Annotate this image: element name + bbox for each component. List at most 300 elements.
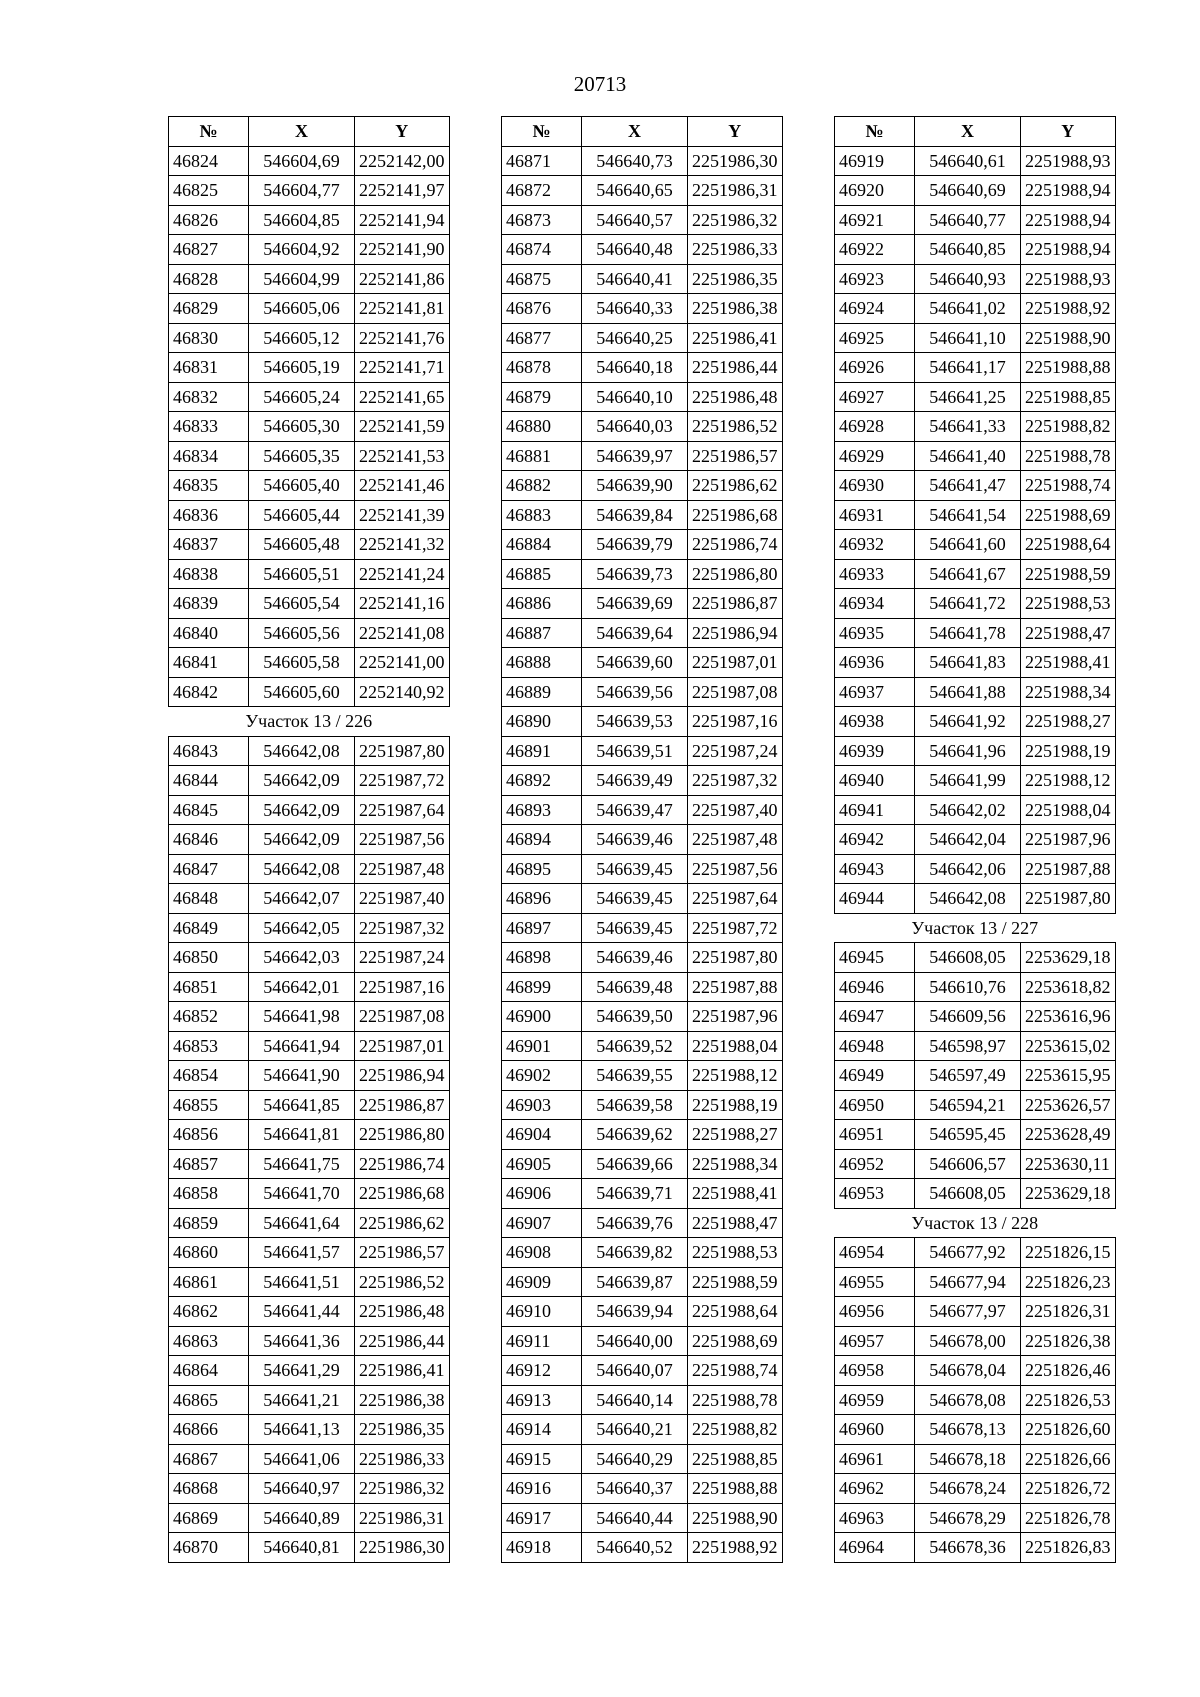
y-coordinate-cell: 2252141,32 (355, 530, 450, 560)
table-row (502, 795, 783, 825)
point-number-cell: 46906 (502, 1179, 582, 1209)
y-coordinate-cell: 2251987,48 (688, 825, 783, 855)
table-row (502, 1208, 783, 1238)
table-row (502, 1267, 783, 1297)
y-coordinate-cell: 2251986,68 (688, 500, 783, 530)
point-number-cell: 46871 (502, 146, 582, 176)
x-coordinate-cell: 546641,21 (249, 1385, 355, 1415)
point-number-cell: 46908 (502, 1238, 582, 1268)
table-row (502, 176, 783, 206)
x-coordinate-cell: 546641,44 (249, 1297, 355, 1327)
x-coordinate-cell: 546639,90 (582, 471, 688, 501)
y-coordinate-cell: 2251986,41 (688, 323, 783, 353)
y-coordinate-cell: 2251988,94 (1021, 235, 1116, 265)
point-number-cell: 46843 (169, 736, 249, 766)
table-row (169, 1061, 450, 1091)
point-number-cell: 46831 (169, 353, 249, 383)
point-number-cell: 46890 (502, 707, 582, 737)
point-number-cell: 46931 (835, 500, 915, 530)
y-coordinate-cell: 2251988,78 (688, 1385, 783, 1415)
table-row (169, 1238, 450, 1268)
point-number-cell: 46946 (835, 972, 915, 1002)
y-coordinate-cell: 2251988,19 (1021, 736, 1116, 766)
y-coordinate-cell: 2251986,33 (688, 235, 783, 265)
point-number-cell: 46857 (169, 1149, 249, 1179)
x-coordinate-cell: 546640,14 (582, 1385, 688, 1415)
table-row (169, 677, 450, 707)
y-coordinate-cell: 2251987,96 (688, 1002, 783, 1032)
x-coordinate-cell: 546640,25 (582, 323, 688, 353)
point-number-cell: 46961 (835, 1444, 915, 1474)
point-number-cell: 46945 (835, 943, 915, 973)
table-row (502, 884, 783, 914)
y-coordinate-cell: 2251988,53 (1021, 589, 1116, 619)
table-row (835, 1002, 1116, 1032)
point-number-cell: 46873 (502, 205, 582, 235)
y-coordinate-cell: 2251988,78 (1021, 441, 1116, 471)
point-number-cell: 46881 (502, 441, 582, 471)
coordinates-table-3 (834, 116, 1116, 1563)
table-row (835, 1179, 1116, 1209)
y-coordinate-cell: 2251826,23 (1021, 1267, 1116, 1297)
point-number-cell: 46827 (169, 235, 249, 265)
table-row (835, 677, 1116, 707)
x-coordinate-cell: 546640,69 (915, 176, 1021, 206)
point-number-cell: 46925 (835, 323, 915, 353)
x-coordinate-cell: 546639,45 (582, 913, 688, 943)
y-coordinate-cell: 2251988,94 (1021, 176, 1116, 206)
x-coordinate-cell: 546605,19 (249, 353, 355, 383)
table-row (502, 1385, 783, 1415)
x-coordinate-cell: 546640,41 (582, 264, 688, 294)
y-coordinate-cell: 2251986,31 (355, 1503, 450, 1533)
point-number-cell: 46939 (835, 736, 915, 766)
point-number-cell: 46932 (835, 530, 915, 560)
x-coordinate-cell: 546642,07 (249, 884, 355, 914)
x-coordinate-cell: 546677,92 (915, 1238, 1021, 1268)
point-number-cell: 46951 (835, 1120, 915, 1150)
x-coordinate-cell: 546640,29 (582, 1444, 688, 1474)
y-coordinate-cell: 2253616,96 (1021, 1002, 1116, 1032)
x-coordinate-cell: 546640,81 (249, 1533, 355, 1563)
y-coordinate-cell: 2251987,80 (355, 736, 450, 766)
table-row (835, 441, 1116, 471)
x-coordinate-cell: 546641,02 (915, 294, 1021, 324)
table-row (502, 1120, 783, 1150)
table-row (169, 235, 450, 265)
y-coordinate-cell: 2251986,62 (355, 1208, 450, 1238)
y-coordinate-cell: 2251986,35 (688, 264, 783, 294)
y-coordinate-cell: 2251826,83 (1021, 1533, 1116, 1563)
point-number-cell: 46942 (835, 825, 915, 855)
point-number-cell: 46888 (502, 648, 582, 678)
y-coordinate-cell: 2252141,24 (355, 559, 450, 589)
y-coordinate-cell: 2251987,40 (355, 884, 450, 914)
section-title: Участок 13 / 227 (835, 913, 1116, 943)
table-row (835, 353, 1116, 383)
y-coordinate-cell: 2251988,47 (1021, 618, 1116, 648)
point-number-cell: 46872 (502, 176, 582, 206)
x-coordinate-cell: 546678,08 (915, 1385, 1021, 1415)
x-coordinate-cell: 546640,65 (582, 176, 688, 206)
y-coordinate-cell: 2251987,80 (688, 943, 783, 973)
point-number-cell: 46879 (502, 382, 582, 412)
point-number-cell: 46848 (169, 884, 249, 914)
point-number-cell: 46895 (502, 854, 582, 884)
table-body (502, 146, 783, 1562)
x-coordinate-cell: 546639,71 (582, 1179, 688, 1209)
point-number-cell: 46828 (169, 264, 249, 294)
point-number-cell: 46845 (169, 795, 249, 825)
y-coordinate-cell: 2252141,59 (355, 412, 450, 442)
point-number-cell: 46884 (502, 530, 582, 560)
point-number-cell: 46934 (835, 589, 915, 619)
x-coordinate-cell: 546642,09 (249, 766, 355, 796)
table-row (835, 323, 1116, 353)
y-coordinate-cell: 2251986,44 (355, 1326, 450, 1356)
point-number-cell: 46835 (169, 471, 249, 501)
y-coordinate-cell: 2251986,87 (688, 589, 783, 619)
x-coordinate-cell: 546642,04 (915, 825, 1021, 855)
x-coordinate-cell: 546639,62 (582, 1120, 688, 1150)
point-number-cell: 46859 (169, 1208, 249, 1238)
point-number-cell: 46855 (169, 1090, 249, 1120)
x-coordinate-cell: 546641,57 (249, 1238, 355, 1268)
point-number-cell: 46955 (835, 1267, 915, 1297)
point-number-cell: 46950 (835, 1090, 915, 1120)
y-coordinate-cell: 2251988,74 (1021, 471, 1116, 501)
table-row (169, 1090, 450, 1120)
point-number-cell: 46921 (835, 205, 915, 235)
point-number-cell: 46830 (169, 323, 249, 353)
x-coordinate-cell: 546605,06 (249, 294, 355, 324)
y-coordinate-cell: 2251988,92 (1021, 294, 1116, 324)
y-coordinate-cell: 2251826,31 (1021, 1297, 1116, 1327)
y-coordinate-cell: 2251987,24 (688, 736, 783, 766)
x-coordinate-cell: 546641,88 (915, 677, 1021, 707)
x-coordinate-cell: 546605,54 (249, 589, 355, 619)
y-coordinate-cell: 2251826,60 (1021, 1415, 1116, 1445)
point-number-cell: 46905 (502, 1149, 582, 1179)
table-header-row (835, 117, 1116, 147)
table-row (169, 1415, 450, 1445)
y-coordinate-cell: 2251988,59 (1021, 559, 1116, 589)
point-number-cell: 46842 (169, 677, 249, 707)
section-row (835, 913, 1116, 943)
point-number-cell: 46869 (169, 1503, 249, 1533)
table-row (502, 323, 783, 353)
table-row (502, 618, 783, 648)
table-row (502, 294, 783, 324)
point-number-cell: 46915 (502, 1444, 582, 1474)
table-row (502, 1533, 783, 1563)
x-coordinate-cell: 546678,00 (915, 1326, 1021, 1356)
table-row (169, 205, 450, 235)
point-number-cell: 46953 (835, 1179, 915, 1209)
x-coordinate-cell: 546641,78 (915, 618, 1021, 648)
y-coordinate-cell: 2251987,32 (688, 766, 783, 796)
x-coordinate-cell: 546641,85 (249, 1090, 355, 1120)
table-row (502, 382, 783, 412)
point-number-cell: 46868 (169, 1474, 249, 1504)
table-row (835, 1120, 1116, 1150)
point-number-cell: 46929 (835, 441, 915, 471)
point-number-cell: 46898 (502, 943, 582, 973)
table-row (835, 412, 1116, 442)
x-coordinate-cell: 546641,13 (249, 1415, 355, 1445)
x-coordinate-cell: 546604,85 (249, 205, 355, 235)
y-coordinate-cell: 2253629,18 (1021, 1179, 1116, 1209)
y-coordinate-cell: 2252141,81 (355, 294, 450, 324)
x-coordinate-cell: 546641,40 (915, 441, 1021, 471)
x-coordinate-cell: 546639,76 (582, 1208, 688, 1238)
y-coordinate-cell: 2251987,08 (355, 1002, 450, 1032)
x-coordinate-cell: 546678,29 (915, 1503, 1021, 1533)
y-coordinate-cell: 2253629,18 (1021, 943, 1116, 973)
x-coordinate-cell: 546641,60 (915, 530, 1021, 560)
y-coordinate-cell: 2252141,94 (355, 205, 450, 235)
point-number-cell: 46963 (835, 1503, 915, 1533)
table-row (169, 1031, 450, 1061)
x-coordinate-cell: 546605,51 (249, 559, 355, 589)
point-number-cell: 46923 (835, 264, 915, 294)
x-coordinate-cell: 546641,47 (915, 471, 1021, 501)
y-coordinate-cell: 2251988,41 (1021, 648, 1116, 678)
point-number-cell: 46824 (169, 146, 249, 176)
header-x: X (249, 117, 355, 147)
y-coordinate-cell: 2252141,16 (355, 589, 450, 619)
y-coordinate-cell: 2251987,16 (688, 707, 783, 737)
table-row (835, 707, 1116, 737)
point-number-cell: 46887 (502, 618, 582, 648)
x-coordinate-cell: 546641,36 (249, 1326, 355, 1356)
y-coordinate-cell: 2251987,80 (1021, 884, 1116, 914)
x-coordinate-cell: 546605,40 (249, 471, 355, 501)
table-row (502, 589, 783, 619)
y-coordinate-cell: 2251986,38 (355, 1385, 450, 1415)
table-row (169, 1326, 450, 1356)
table-row (502, 1503, 783, 1533)
y-coordinate-cell: 2251988,82 (1021, 412, 1116, 442)
y-coordinate-cell: 2252141,53 (355, 441, 450, 471)
y-coordinate-cell: 2251987,08 (688, 677, 783, 707)
x-coordinate-cell: 546641,96 (915, 736, 1021, 766)
table-row (835, 1533, 1116, 1563)
y-coordinate-cell: 2252141,65 (355, 382, 450, 412)
point-number-cell: 46853 (169, 1031, 249, 1061)
x-coordinate-cell: 546610,76 (915, 972, 1021, 1002)
table-row (835, 766, 1116, 796)
point-number-cell: 46917 (502, 1503, 582, 1533)
y-coordinate-cell: 2251826,15 (1021, 1238, 1116, 1268)
x-coordinate-cell: 546642,05 (249, 913, 355, 943)
x-coordinate-cell: 546609,56 (915, 1002, 1021, 1032)
x-coordinate-cell: 546641,29 (249, 1356, 355, 1386)
table-row (169, 1120, 450, 1150)
x-coordinate-cell: 546639,79 (582, 530, 688, 560)
table-row (502, 530, 783, 560)
y-coordinate-cell: 2251986,80 (688, 559, 783, 589)
point-number-cell: 46866 (169, 1415, 249, 1445)
x-coordinate-cell: 546642,06 (915, 854, 1021, 884)
x-coordinate-cell: 546641,54 (915, 500, 1021, 530)
table-row (169, 1179, 450, 1209)
x-coordinate-cell: 546640,89 (249, 1503, 355, 1533)
table-row (502, 854, 783, 884)
point-number-cell: 46959 (835, 1385, 915, 1415)
x-coordinate-cell: 546639,46 (582, 943, 688, 973)
table-row (835, 146, 1116, 176)
y-coordinate-cell: 2251986,44 (688, 353, 783, 383)
y-coordinate-cell: 2251986,35 (355, 1415, 450, 1445)
table-row (502, 1297, 783, 1327)
x-coordinate-cell: 546598,97 (915, 1031, 1021, 1061)
point-number-cell: 46904 (502, 1120, 582, 1150)
table-row (169, 1503, 450, 1533)
y-coordinate-cell: 2251986,52 (355, 1267, 450, 1297)
table-row (835, 943, 1116, 973)
y-coordinate-cell: 2251988,69 (688, 1326, 783, 1356)
table-row (835, 825, 1116, 855)
table-row (835, 264, 1116, 294)
table-row (835, 795, 1116, 825)
x-coordinate-cell: 546605,44 (249, 500, 355, 530)
table-row (169, 854, 450, 884)
y-coordinate-cell: 2251988,90 (688, 1503, 783, 1533)
x-coordinate-cell: 546639,55 (582, 1061, 688, 1091)
y-coordinate-cell: 2251988,64 (688, 1297, 783, 1327)
point-number-cell: 46958 (835, 1356, 915, 1386)
x-coordinate-cell: 546605,56 (249, 618, 355, 648)
y-coordinate-cell: 2251988,74 (688, 1356, 783, 1386)
point-number-cell: 46880 (502, 412, 582, 442)
point-number-cell: 46863 (169, 1326, 249, 1356)
point-number-cell: 46876 (502, 294, 582, 324)
x-coordinate-cell: 546642,02 (915, 795, 1021, 825)
point-number-cell: 46834 (169, 441, 249, 471)
y-coordinate-cell: 2251987,01 (355, 1031, 450, 1061)
y-coordinate-cell: 2252140,92 (355, 677, 450, 707)
x-coordinate-cell: 546677,94 (915, 1267, 1021, 1297)
x-coordinate-cell: 546678,24 (915, 1474, 1021, 1504)
y-coordinate-cell: 2253615,95 (1021, 1061, 1116, 1091)
point-number-cell: 46957 (835, 1326, 915, 1356)
table-row (169, 323, 450, 353)
point-number-cell: 46883 (502, 500, 582, 530)
header-number: № (502, 117, 582, 147)
table-row (835, 559, 1116, 589)
x-coordinate-cell: 546604,99 (249, 264, 355, 294)
y-coordinate-cell: 2253615,02 (1021, 1031, 1116, 1061)
table-row (169, 441, 450, 471)
x-coordinate-cell: 546640,18 (582, 353, 688, 383)
table-row (502, 1061, 783, 1091)
point-number-cell: 46860 (169, 1238, 249, 1268)
table-row (835, 736, 1116, 766)
y-coordinate-cell: 2251987,72 (688, 913, 783, 943)
table-row (835, 618, 1116, 648)
x-coordinate-cell: 546642,03 (249, 943, 355, 973)
y-coordinate-cell: 2251987,48 (355, 854, 450, 884)
point-number-cell: 46919 (835, 146, 915, 176)
x-coordinate-cell: 546678,18 (915, 1444, 1021, 1474)
y-coordinate-cell: 2251988,90 (1021, 323, 1116, 353)
table-row (169, 1533, 450, 1563)
table-body (169, 146, 450, 1562)
y-coordinate-cell: 2252141,97 (355, 176, 450, 206)
y-coordinate-cell: 2251986,94 (688, 618, 783, 648)
x-coordinate-cell: 546641,64 (249, 1208, 355, 1238)
table-row (835, 500, 1116, 530)
y-coordinate-cell: 2251988,34 (688, 1149, 783, 1179)
y-coordinate-cell: 2251988,47 (688, 1208, 783, 1238)
point-number-cell: 46927 (835, 382, 915, 412)
table-row (835, 1090, 1116, 1120)
point-number-cell: 46878 (502, 353, 582, 383)
point-number-cell: 46889 (502, 677, 582, 707)
table-row (502, 500, 783, 530)
y-coordinate-cell: 2252141,71 (355, 353, 450, 383)
table-row (835, 648, 1116, 678)
y-coordinate-cell: 2253618,82 (1021, 972, 1116, 1002)
table-row (502, 766, 783, 796)
point-number-cell: 46903 (502, 1090, 582, 1120)
x-coordinate-cell: 546605,48 (249, 530, 355, 560)
header-x: X (915, 117, 1021, 147)
x-coordinate-cell: 546678,36 (915, 1533, 1021, 1563)
table-row (169, 500, 450, 530)
x-coordinate-cell: 546640,00 (582, 1326, 688, 1356)
y-coordinate-cell: 2251987,88 (688, 972, 783, 1002)
y-coordinate-cell: 2251986,74 (688, 530, 783, 560)
y-coordinate-cell: 2251988,04 (1021, 795, 1116, 825)
point-number-cell: 46924 (835, 294, 915, 324)
table-row (835, 1474, 1116, 1504)
point-number-cell: 46829 (169, 294, 249, 324)
point-number-cell: 46914 (502, 1415, 582, 1445)
y-coordinate-cell: 2251988,85 (688, 1444, 783, 1474)
x-coordinate-cell: 546640,61 (915, 146, 1021, 176)
y-coordinate-cell: 2251986,74 (355, 1149, 450, 1179)
y-coordinate-cell: 2251988,04 (688, 1031, 783, 1061)
x-coordinate-cell: 546642,01 (249, 972, 355, 1002)
x-coordinate-cell: 546642,09 (249, 825, 355, 855)
y-coordinate-cell: 2251986,32 (355, 1474, 450, 1504)
point-number-cell: 46918 (502, 1533, 582, 1563)
point-number-cell: 46892 (502, 766, 582, 796)
y-coordinate-cell: 2251986,41 (355, 1356, 450, 1386)
point-number-cell: 46962 (835, 1474, 915, 1504)
y-coordinate-cell: 2251987,01 (688, 648, 783, 678)
y-coordinate-cell: 2251988,82 (688, 1415, 783, 1445)
point-number-cell: 46956 (835, 1297, 915, 1327)
y-coordinate-cell: 2251988,12 (688, 1061, 783, 1091)
point-number-cell: 46825 (169, 176, 249, 206)
y-coordinate-cell: 2251987,88 (1021, 854, 1116, 884)
table-row (502, 707, 783, 737)
x-coordinate-cell: 546639,84 (582, 500, 688, 530)
y-coordinate-cell: 2251988,93 (1021, 146, 1116, 176)
point-number-cell: 46909 (502, 1267, 582, 1297)
y-coordinate-cell: 2251986,87 (355, 1090, 450, 1120)
x-coordinate-cell: 546640,93 (915, 264, 1021, 294)
x-coordinate-cell: 546641,83 (915, 648, 1021, 678)
header-x: X (582, 117, 688, 147)
x-coordinate-cell: 546640,03 (582, 412, 688, 442)
x-coordinate-cell: 546639,56 (582, 677, 688, 707)
table-row (502, 648, 783, 678)
point-number-cell: 46941 (835, 795, 915, 825)
